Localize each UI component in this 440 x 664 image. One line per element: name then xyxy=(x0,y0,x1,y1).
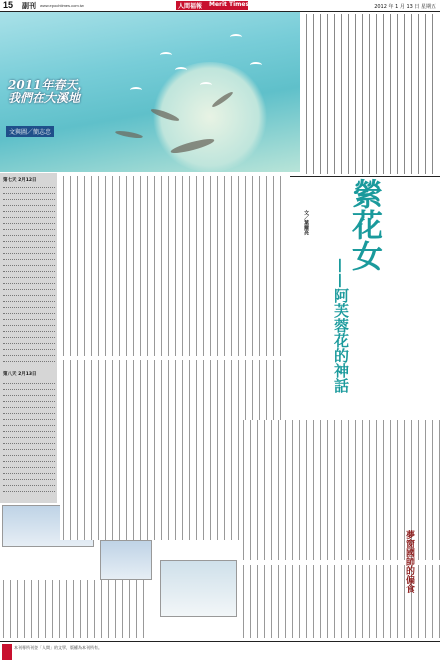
seagull-icon xyxy=(200,82,212,88)
poem-line xyxy=(3,467,55,472)
divider xyxy=(290,176,440,177)
poem-line xyxy=(3,289,55,294)
poem-line xyxy=(3,241,55,246)
poem-line xyxy=(3,337,55,342)
poem-line xyxy=(3,413,55,418)
main-article-author: 文／葉爾亮 xyxy=(303,210,309,235)
seagull-icon xyxy=(130,87,142,93)
page-header xyxy=(0,0,440,12)
poem-line xyxy=(3,343,55,348)
poem-line xyxy=(3,229,55,234)
poem-line xyxy=(3,485,55,490)
poem-line xyxy=(3,425,55,430)
poem-line xyxy=(3,479,55,484)
poem-line xyxy=(3,395,55,400)
feature-byline: 文與圖／簡志忠 xyxy=(6,126,54,137)
poem-line xyxy=(3,295,55,300)
poem-line xyxy=(3,401,55,406)
poem-line xyxy=(3,473,55,478)
poem-line xyxy=(3,349,55,354)
masthead-logo xyxy=(176,1,248,10)
footer-note: 本刊專所刊登「人間」的文學，版權為本刊所有。 xyxy=(14,645,102,650)
poem-line xyxy=(3,461,55,466)
travel-photo xyxy=(100,540,152,580)
poem-line xyxy=(3,205,55,210)
poem-line xyxy=(3,211,55,216)
seagull-icon xyxy=(175,67,187,73)
poem-line xyxy=(3,265,55,270)
logo-english: Merit Times xyxy=(209,1,250,8)
poem-line xyxy=(3,361,55,366)
poem-line xyxy=(3,313,55,318)
article-text-block xyxy=(0,580,150,638)
footer-tag xyxy=(2,644,12,660)
site-url[interactable]: www.epochtimes.com.tw xyxy=(40,3,84,8)
main-article-title: 縈花女 xyxy=(346,178,382,271)
poem-line xyxy=(3,389,55,394)
poem-line xyxy=(3,259,55,264)
poem-heading: 第八天 2月13日 xyxy=(3,372,37,377)
logo-chinese: 人間福報 xyxy=(178,3,203,10)
article-text-block xyxy=(60,176,285,356)
section-name: 副刊 xyxy=(22,2,36,10)
seagull-icon xyxy=(230,34,242,40)
issue-date: 2012 年 1 月 13 日 星期五 xyxy=(374,4,436,10)
poem-line xyxy=(3,235,55,240)
poem-line xyxy=(3,271,55,276)
top-right-text-block xyxy=(303,14,437,174)
travel-photo xyxy=(160,560,237,617)
poem-line xyxy=(3,455,55,460)
shark-shape xyxy=(115,130,143,140)
poem-line xyxy=(3,355,55,360)
poem-line xyxy=(3,407,55,412)
page-number: 15 xyxy=(3,0,14,10)
poem-heading: 第七天 2月12日 xyxy=(3,178,37,183)
seagull-icon xyxy=(250,62,262,68)
page-footer xyxy=(0,641,440,664)
poem-line xyxy=(3,431,55,436)
poem-line xyxy=(3,247,55,252)
poem-line xyxy=(3,277,55,282)
poem-line xyxy=(3,217,55,222)
poem-line xyxy=(3,283,55,288)
poem-line xyxy=(3,443,55,448)
lagoon-photo xyxy=(0,12,300,172)
poem-line xyxy=(3,419,55,424)
poem-sidebar xyxy=(0,173,57,503)
poem-line xyxy=(3,449,55,454)
poem-line xyxy=(3,223,55,228)
seagull-icon xyxy=(160,52,172,58)
poem-line xyxy=(3,331,55,336)
poem-line xyxy=(3,383,55,388)
poem-line xyxy=(3,307,55,312)
main-article-subtitle: ——阿芙蓉花的神話 xyxy=(332,258,350,393)
poem-line xyxy=(3,319,55,324)
poem-line xyxy=(3,199,55,204)
feature-headline: 2011年春天， 我們在大溪地 xyxy=(8,78,90,105)
poem-line xyxy=(3,193,55,198)
poem-line xyxy=(3,437,55,442)
side-column-title: 夢窗國師的偏食 xyxy=(404,530,414,593)
poem-line xyxy=(3,187,55,192)
poem-line xyxy=(3,301,55,306)
poem-line xyxy=(3,325,55,330)
poem-line xyxy=(3,491,55,496)
poem-line xyxy=(3,253,55,258)
